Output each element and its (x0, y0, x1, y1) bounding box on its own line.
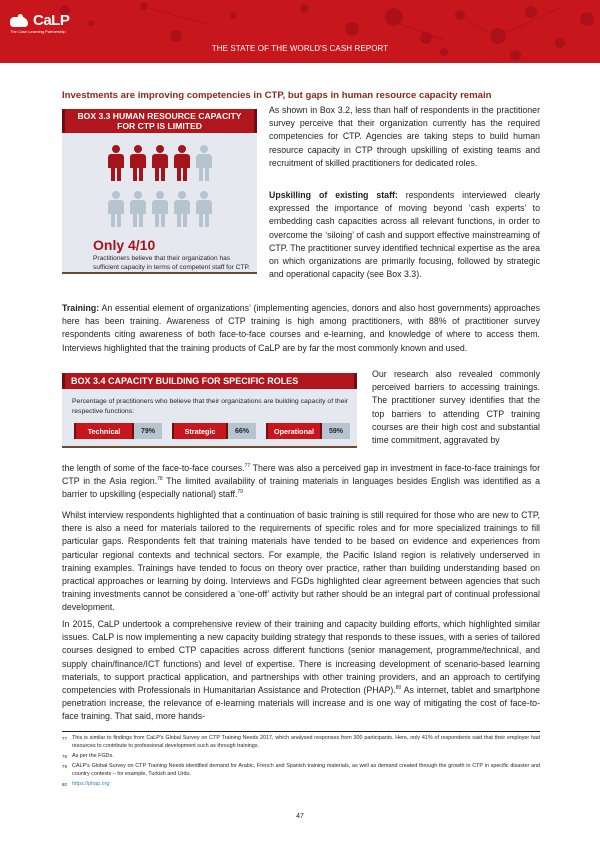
section-heading: Investments are improving competencies in CTP, but gaps in human resource capacity remain (62, 90, 492, 101)
decorative-dot (300, 4, 309, 13)
barriers-text-c: The limited availability of training materials in languages besides English was identified as a barrier to upskilling (especially national) staff. (62, 476, 540, 500)
barriers-text-a: the length of some of the face-to-face courses. (62, 463, 245, 473)
calp-review-text-a: In 2015, CaLP undertook a comprehensive review of their training and capacity building efforts, which highlighted similar issues. CaLP is now implementing a new capacity building strategy that responds to these issues, with a series of tailored courses designed to embed CTP capacities across different functions (senior management, programme/technical, and supply chain/finance/ICT functions) and level of expertise. There is increasing development of scenario-based learning materials, to support practical application, and partnerships with other training providers, and an approach to certifying competencies with Professionals in Humanitarian Assistance and Protection (PHAP). (62, 619, 540, 696)
box-3-3-infographic (62, 109, 257, 274)
footnote-78 (62, 753, 540, 761)
logo-subtitle: The Cash Learning Partnership (10, 29, 66, 34)
footnote-text: CALP’s Global Survey on CTP Training Needs identified demand for Arabic, French and Spanish training materials, as well as demand created through the growth in CTP in specific disaster and country contexts – for example, Turkish and Urdu. (72, 763, 540, 777)
person-icon (107, 145, 125, 181)
person-icon (107, 191, 125, 227)
person-icon (129, 191, 147, 227)
footnote-number: 77 (62, 736, 67, 741)
footnote-number: 79 (62, 764, 67, 769)
person-icon (195, 145, 213, 181)
bar-label: Operational (266, 423, 322, 439)
decorative-dot (230, 12, 237, 19)
person-icon (151, 191, 169, 227)
footnote-77 (62, 735, 540, 750)
footnote-ref-77[interactable]: 77 (244, 463, 251, 470)
paragraph-box-reference: As shown in Box 3.2, less than half of respondents in the practitioner survey perceive that their organization currently has the required competencies for CTP. Agencies are taking steps to build human resource capacity in CTP through upskilling of existing teams and recruitment of skilled practitioners for dedicated roles. (269, 105, 540, 168)
footnote-text: As per the FGDs. (72, 753, 114, 759)
footnote-ref-78[interactable]: 78 (157, 476, 163, 483)
people-row-top (62, 145, 257, 181)
upskilling-lead: Upskilling of existing staff: (269, 190, 398, 200)
box-3-4-capacity-building (62, 373, 357, 448)
box-3-3-description: Practitioners believe that their organization has sufficient capacity in terms of competent staff for CTP. (93, 255, 250, 271)
paragraph-training (62, 302, 540, 355)
bar-strategic (172, 423, 256, 439)
footnote-number: 78 (62, 754, 67, 759)
calp-logo (10, 12, 69, 29)
footnote-divider (62, 731, 540, 732)
decorative-dot (170, 30, 182, 42)
bar-label: Strategic (172, 423, 228, 439)
logo-text: CaLP (33, 12, 70, 29)
training-lead: Training: (62, 303, 100, 313)
box-3-4-title: BOX 3.4 CAPACITY BUILDING FOR SPECIFIC ROLES (62, 373, 357, 389)
box-3-4-description: Percentage of practitioners who believe that their organizations are building capacity of their respective functions: (72, 398, 349, 415)
person-icon (129, 145, 147, 181)
box-3-3-title-line2: FOR CTP IS LIMITED (117, 121, 202, 131)
paragraph-barriers: Our research also revealed commonly perceived barriers to accessing trainings. The practitioner survey identifies that the top barriers to attending CTP training courses are their high cost and substantial time commitment, aggravated by (372, 369, 540, 446)
person-icon (173, 145, 191, 181)
footnote-ref-80[interactable]: 80 (395, 685, 402, 692)
decorative-line (150, 8, 208, 24)
footnote-80 (62, 781, 540, 789)
upskilling-text: respondents interviewed clearly expressed the importance of moving beyond ‘cash experts’ to embedding cash capacities across all relevant functions, in order to overcome the ‘siloing’ of cash and support effective mainstreaming of CTP. The practitioner survey identified technical expertise as the area on which organizations are primarily focusing, followed by strategic and operational capacity (see Box 3.3). (269, 190, 540, 280)
decorative-dot (88, 20, 94, 26)
footnote-79 (62, 763, 540, 778)
barriers-text-b: There was also a perceived gap in investment in face-to-face trainings for CTP in the Asia region. (62, 463, 540, 487)
box-3-3-title (62, 109, 257, 133)
report-title: THE STATE OF THE WORLD'S CASH REPORT (211, 44, 389, 53)
bar-value: 59% (322, 423, 350, 439)
bar-value: 79% (134, 423, 162, 439)
paragraph-upskilling (269, 189, 540, 281)
box-3-4-bars (74, 423, 350, 439)
paragraph-training-needs: Whilst interview respondents highlighted that a continuation of basic training is still required for those who are new to CTP, there is also a need for materials tailored to the requirements of specific roles and for more specialized trainings to fill particular gaps. Respondents felt that training materials have tended to be based on evidence and experiences from particular regional contexts and technical sectors. For example, the Pacific Island region is relatively underserved in training examples. Trainings have tended to focus on theory over practice, rather than building understanding based on practical approaches or learning by doing. Interviews and FGDs highlighted clear agreement between agencies that such training investments cannot be considered a ‘one-off’ activity but rather should be an integral part of continual professional development. (62, 510, 540, 613)
page-number: 47 (296, 813, 304, 820)
decorative-dot (345, 22, 359, 36)
calp-review-text-b: As internet, tablet and smartphone penetration increase, the relevance of e-learning materials will increase and is one way of mitigating the cost of face-to-face training. That said, more hands- (62, 685, 540, 722)
people-row-bottom (62, 191, 257, 227)
decorative-dot (140, 2, 148, 10)
person-icon (151, 145, 169, 181)
bar-value: 66% (228, 423, 256, 439)
paragraph-calp-review (62, 618, 540, 724)
decorative-line (390, 20, 447, 41)
box-3-3-title-line1: BOX 3.3 HUMAN RESOURCE CAPACITY (77, 111, 242, 121)
footnote-number: 80 (62, 782, 67, 787)
training-text: An essential element of organizations’ (implementing agencies, donors and also host governments) approaches here has been training. Awareness of CTP training is high among practitioners, with 88% of practitioner survey respondents citing awareness of both face-to-face courses and e-learning, and knowledge of where to access them. Interviews highlighted that the training products of CaLP are by far the most commonly known and used. (62, 303, 540, 353)
bar-operational (266, 423, 350, 439)
decorative-dot (525, 6, 537, 18)
footnote-ref-79[interactable]: 79 (237, 489, 243, 496)
person-icon (195, 191, 213, 227)
box-3-3-stat: Only 4/10 (93, 237, 156, 253)
hand-icon (10, 14, 30, 28)
footnote-text: This is similar to findings from CaLP’s Global Survey on CTP Training Needs 2017, which analysed responses from 300 participants. Here, only 41% of respondents said that their employer had resources to contribute to professional development such as through trainings. (72, 735, 540, 749)
bar-technical (74, 423, 162, 439)
decorative-dot (580, 12, 594, 26)
person-icon (173, 191, 191, 227)
paragraph-barriers-continued (62, 462, 540, 502)
phap-link[interactable]: https://phap.org (72, 781, 110, 787)
report-header-banner (0, 0, 600, 63)
bar-label: Technical (74, 423, 134, 439)
